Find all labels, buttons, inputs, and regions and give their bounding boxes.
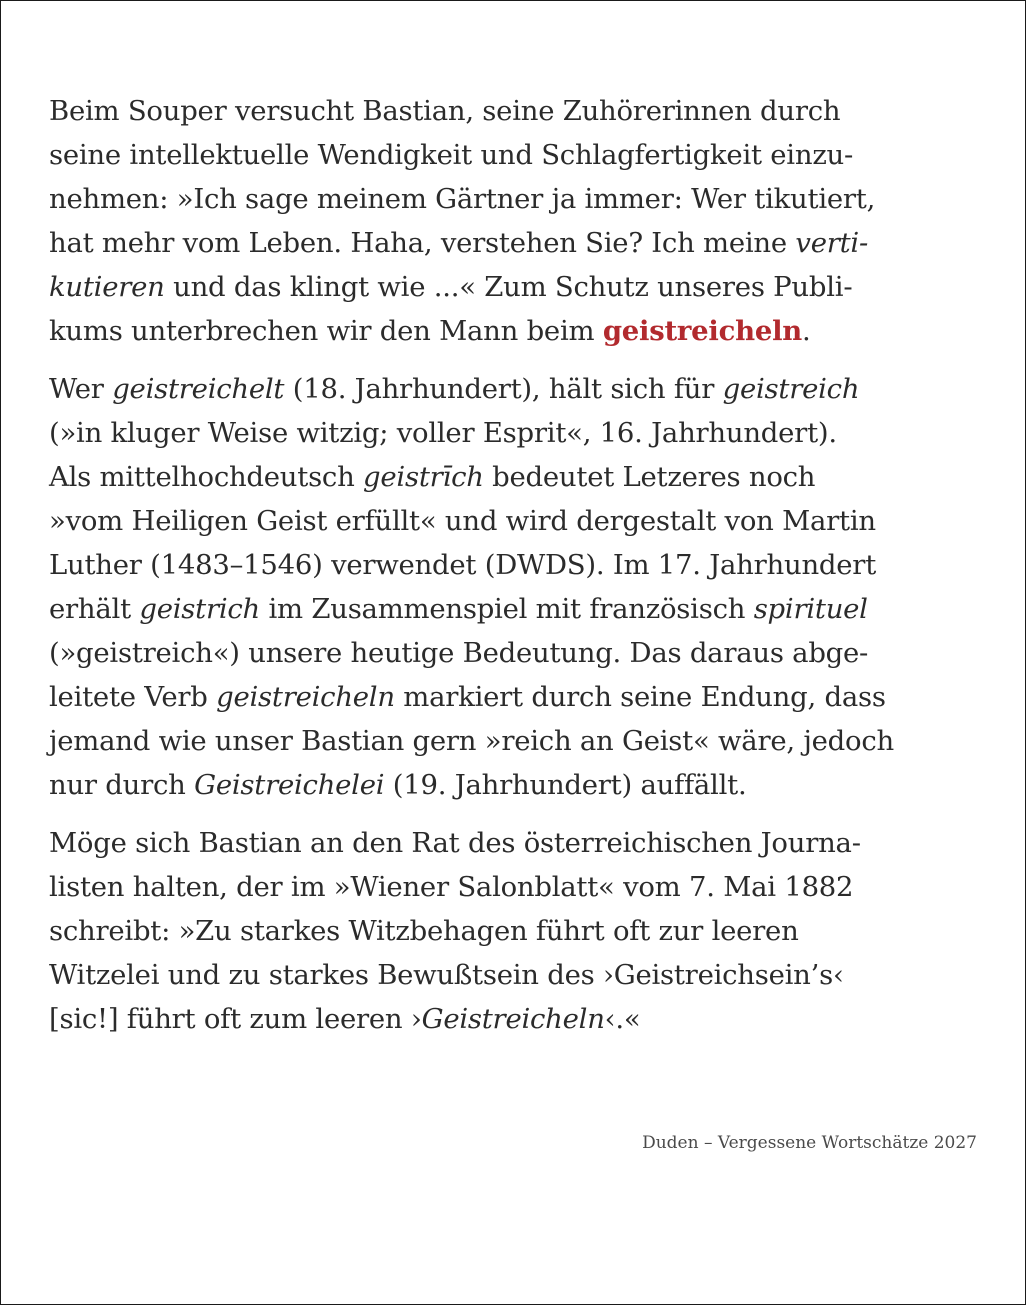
italic-term: verti- xyxy=(795,227,869,259)
italic-term: Geistreicheln xyxy=(421,1003,605,1035)
paragraph-1 xyxy=(49,89,989,353)
text-line: seine intellektuelle Wendigkeit und Schlagfertigkeit einzu- xyxy=(49,139,854,171)
text-line: [sic!] führt oft zum leeren ›Geistreicheln‹.« xyxy=(49,1003,641,1035)
text-line: Beim Souper versucht Bastian, seine Zuhörerinnen durch xyxy=(49,95,841,127)
text-line: (»in kluger Weise witzig; voller Esprit«, 16. Jahrhundert). xyxy=(49,417,837,449)
text-line: hat mehr vom Leben. Haha, verstehen Sie? Ich meine verti- xyxy=(49,227,869,259)
italic-term: geistrīch xyxy=(363,461,484,493)
italic-term: geistrich xyxy=(139,593,261,625)
text-line: Luther (1483–1546) verwendet (DWDS). Im 17. Jahrhundert xyxy=(49,549,877,581)
text-line: Möge sich Bastian an den Rat des österreichischen Journa- xyxy=(49,827,861,859)
text-line: kums unterbrechen wir den Mann beim geistreicheln. xyxy=(49,315,811,347)
text-line: nur durch Geistreichelei (19. Jahrhundert) auffällt. xyxy=(49,769,747,801)
text-line: kutieren und das klingt wie ...« Zum Schutz unseres Publi- xyxy=(49,271,853,303)
text-line: »vom Heiligen Geist erfüllt« und wird dergestalt von Martin xyxy=(49,505,876,537)
text-line: Als mittelhochdeutsch geistrīch bedeutet Letzeres noch xyxy=(49,461,816,493)
paragraph-2 xyxy=(49,367,989,807)
headword: geistreicheln xyxy=(602,315,803,347)
italic-term: Geistreichelei xyxy=(194,769,385,801)
italic-term: spirituel xyxy=(753,593,868,625)
text-line: erhält geistrich im Zusammenspiel mit französisch spirituel xyxy=(49,593,868,625)
paragraph-3 xyxy=(49,821,989,1041)
italic-term: geistreicheln xyxy=(216,681,395,713)
italic-term: kutieren xyxy=(49,271,165,303)
text-line: jemand wie unser Bastian gern »reich an Geist« wäre, jedoch xyxy=(49,725,894,757)
text-line: Witzelei und zu starkes Bewußtsein des ›Geistreichsein’s‹ xyxy=(49,959,844,991)
text-line: Wer geistreichelt (18. Jahrhundert), hält sich für geistreich xyxy=(49,373,860,405)
italic-term: geistreichelt xyxy=(112,373,285,405)
body-text xyxy=(49,89,989,1041)
text-line: nehmen: »Ich sage meinem Gärtner ja immer: Wer tikutiert, xyxy=(49,183,876,215)
footer-credit: Duden – Vergessene Wortschätze 2027 xyxy=(642,1133,977,1153)
text-line: listen halten, der im »Wiener Salonblatt« vom 7. Mai 1882 xyxy=(49,871,854,903)
text-line: schreibt: »Zu starkes Witzbehagen führt oft zur leeren xyxy=(49,915,799,947)
text-line: (»geistreich«) unsere heutige Bedeutung. Das daraus abge- xyxy=(49,637,869,669)
text-line: leitete Verb geistreicheln markiert durch seine Endung, dass xyxy=(49,681,886,713)
italic-term: geistreich xyxy=(722,373,860,405)
